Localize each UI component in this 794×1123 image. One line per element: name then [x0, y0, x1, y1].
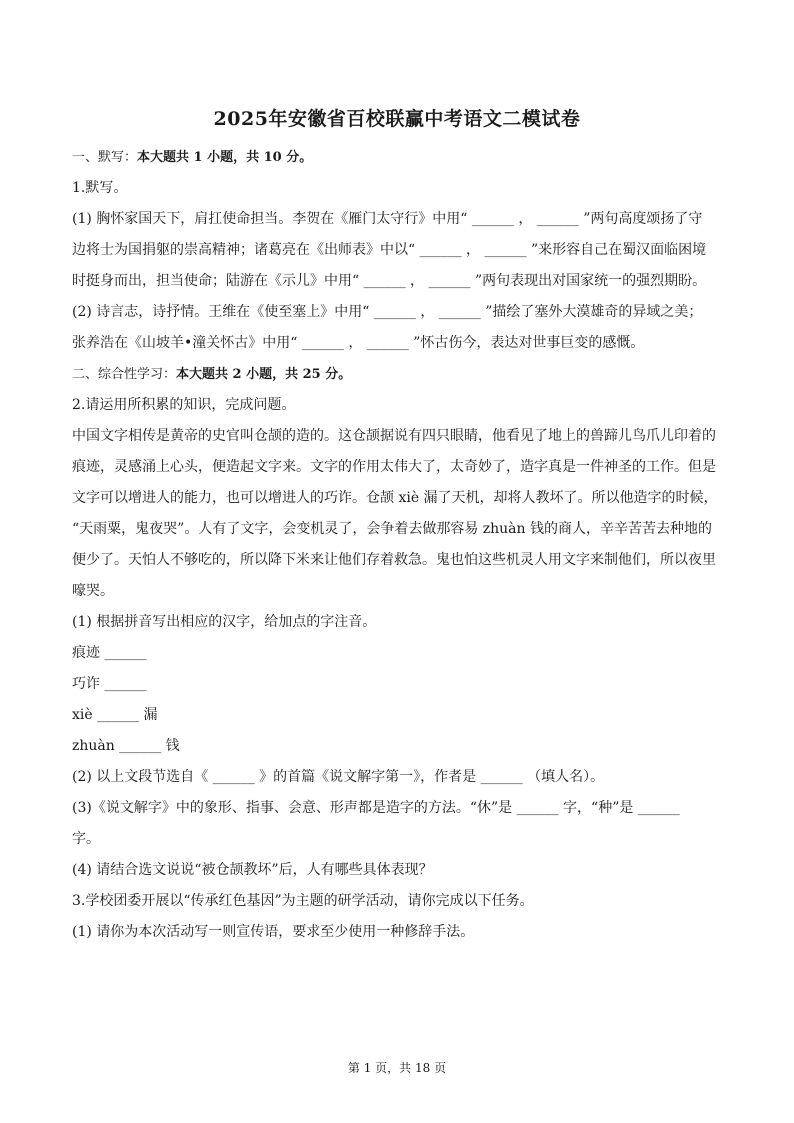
question-2-sub1: (1) 根据拼音写出相应的汉字，给加点的字注音。	[72, 614, 377, 630]
pinyin-item: xiè ______ 漏	[72, 707, 158, 723]
section-2-desc: 本大题共 2 小题，共 25 分。	[176, 367, 352, 382]
passage-line: 痕迹，灵感涌上心头，便造起文字来。文字的作用太伟大了，太奇妙了，造字真是一件神圣的工作。但是	[72, 459, 716, 475]
section-1-heading	[72, 142, 722, 173]
question-3-stem: 3.学校团委开展以“传承红色基因”为主题的研学活动，请你完成以下任务。	[72, 893, 534, 909]
question-1-line: 边将士为国捐躯的崇高精神；诸葛亮在《出师表》中以“ ______ ， ______ ”来形容自己在蜀汉面临困境	[72, 242, 707, 258]
question-1-stem: 1.默写。	[72, 180, 128, 196]
passage-line: “天雨粟，鬼夜哭”。人有了文字，会变机灵了，会争着去做那容易 zhuàn 钱的商人，辛辛苦苦去种地的	[72, 521, 712, 537]
question-1-line: (1) 胸怀家国天下，肩扛使命担当。李贺在《雁门太守行》中用“ ______ ， ______ ”两句高度颂扬了守	[72, 211, 703, 227]
passage-line: 文字可以增进人的能力，也可以增进人的巧诈。仓颉 xiè 漏了天机，却将人教坏了。所以他造字的时候，	[72, 490, 718, 506]
section-2-heading	[72, 359, 722, 390]
page-footer: 第 1 页，共 18 页	[347, 1061, 447, 1075]
question-3-sub1: (1) 请你为本次活动写一则宣传语，要求至少使用一种修辞手法。	[72, 924, 475, 940]
passage-line: 中国文字相传是黄帝的史官叫仓颉的造的。这仓颉据说有四只眼睛，他看见了地上的兽蹄儿鸟爪儿印着的	[72, 428, 716, 444]
section-1-label: 一、默写：	[72, 150, 138, 165]
question-2-sub4: (4) 请结合选文说说“被仓颉教坏”后，人有哪些具体表现？	[72, 862, 433, 878]
pinyin-item: 痕迹 ______	[72, 645, 147, 661]
question-2-sub3-cont: 字。	[72, 831, 100, 847]
section-2-label: 二、综合性学习：	[72, 367, 177, 382]
exam-title: 2025年安徽省百校联赢中考语文二模试卷	[213, 108, 581, 130]
passage-line: 嚎哭。	[72, 583, 114, 599]
passage-line: 便少了。天怕人不够吃的，所以降下米来让他们存着救急。鬼也怕这些机灵人用文字来制他们，所以夜里	[72, 552, 716, 568]
question-1-line: 张养浩在《山坡羊•潼关怀古》中用“ ______ ， ______ ”怀古伤今，表达对世事巨变的感慨。	[72, 335, 645, 351]
pinyin-item: zhuàn ______ 钱	[72, 738, 180, 754]
question-1-line: (2) 诗言志，诗抒情。王维在《使至塞上》中用“ ______ ， ______ ”描绘了塞外大漠雄奇的异域之美；	[72, 304, 703, 320]
exam-content	[72, 142, 722, 948]
question-2-stem: 2.请运用所积累的知识，完成问题。	[72, 397, 296, 413]
question-2-sub2: (2) 以上文段节选自《 ______ 》的首篇《说文解字第一》，作者是 ______ （填人名）。	[72, 769, 605, 785]
question-1-line: 时挺身而出，担当使命；陆游在《示儿》中用“ ______ ， ______ ”两句表现出对国家统一的强烈期盼。	[72, 273, 707, 289]
pinyin-item: 巧诈 ______	[72, 676, 147, 692]
section-1-desc: 本大题共 1 小题，共 10 分。	[137, 150, 313, 165]
question-2-sub3: (3)《说文解字》中的象形、指事、会意、形声都是造字的方法。“休”是 ______ 字，“种”是 ______	[72, 800, 680, 816]
